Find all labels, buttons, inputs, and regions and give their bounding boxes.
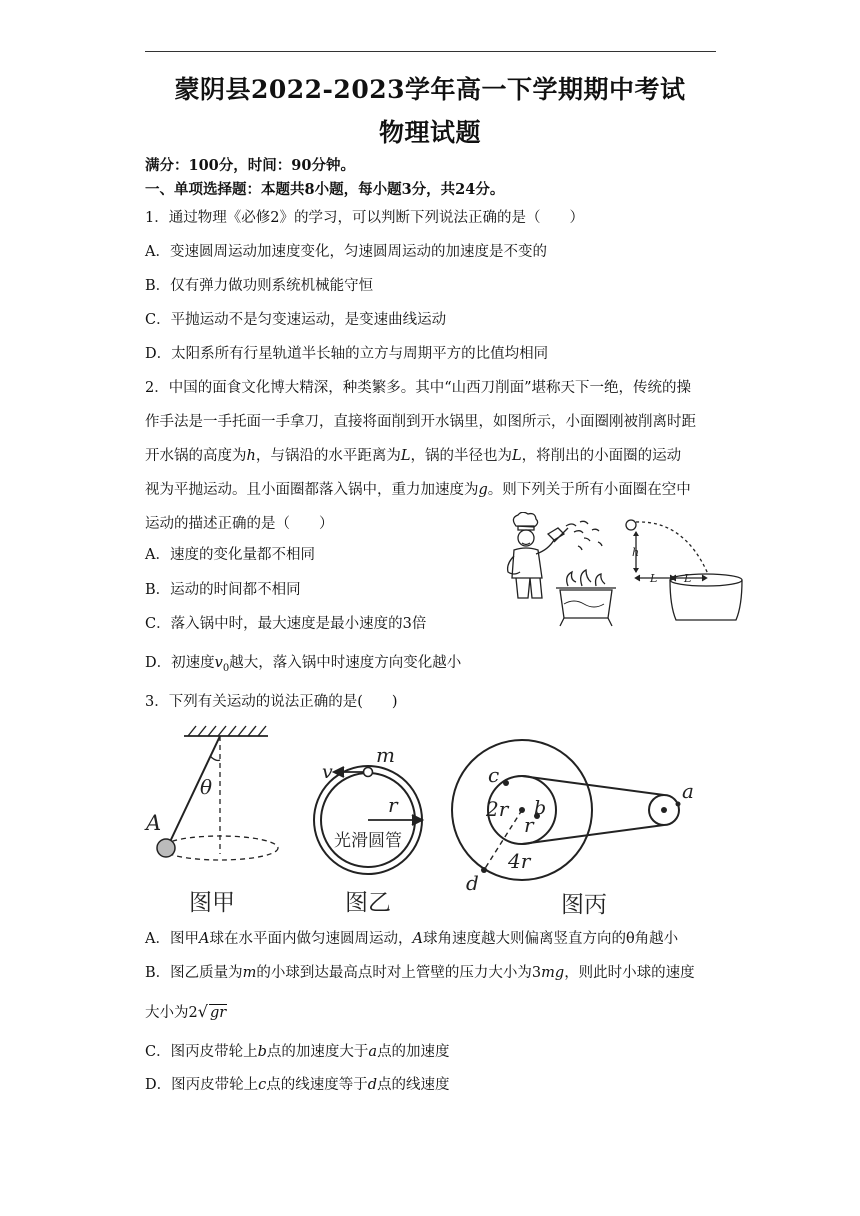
text: D．图丙皮带轮上 (145, 1077, 259, 1093)
label-theta: θ (200, 775, 213, 799)
text: C．图丙皮带轮上 (145, 1044, 258, 1060)
text: 越大，落入锅中时速度方向变化越小 (229, 655, 462, 671)
exam-info: 满分：100分，时间：90分钟。 (145, 157, 355, 174)
sqrt-content: gr (209, 1005, 227, 1021)
label-a: a (682, 779, 694, 803)
var-mg: mg (541, 965, 565, 981)
label-2r: 2r (486, 797, 509, 821)
text: ，锅的半径也为 (410, 448, 512, 464)
q3-option-b (145, 963, 695, 983)
q2-geometry-figure (622, 516, 746, 626)
label-c: c (488, 763, 500, 787)
text: 点的加速度 (377, 1044, 450, 1060)
text: 的小球到达最高点时对上管壁的压力大小为3 (256, 965, 542, 981)
label-A: A (146, 811, 162, 835)
text: 球角速度越大则偏离竖直方向的θ角越小 (422, 931, 679, 947)
q3-option-b-cont (145, 1002, 227, 1023)
var-L: L (511, 448, 522, 464)
text: 开水锅的高度为 (145, 448, 247, 464)
caption-yi: 图乙 (345, 890, 391, 916)
text: A．图甲 (145, 931, 199, 947)
label-d: d (466, 871, 479, 895)
label-L2: L (684, 572, 692, 585)
q3-option-a (145, 929, 678, 949)
var-A: A (412, 931, 423, 947)
q2-stem-line4 (145, 480, 691, 500)
ball-A (157, 839, 175, 857)
q3-option-d (145, 1075, 450, 1095)
text: 大小为2 (145, 1005, 198, 1021)
caption-bing: 图丙 (561, 892, 607, 918)
figure-yi-circular-tube (300, 742, 430, 922)
var-b: b (257, 1044, 267, 1060)
var-a: a (368, 1044, 378, 1060)
q1-option-c: C．平抛运动不是匀变速运动，是变速曲线运动 (145, 312, 447, 328)
figure-jia-conical-pendulum (140, 722, 280, 922)
text: 点的线速度等于 (266, 1077, 368, 1093)
q2-stem-line2: 作手法是一手托面一手拿刀，直接将面削到开水锅里，如图所示，小面圈刚被削离时距 (145, 414, 696, 430)
text: ，与锅沿的水平距离为 (255, 448, 401, 464)
q1-stem: 1．通过物理《必修2》的学习，可以判断下列说法正确的是（ ） (145, 210, 584, 226)
q2-stem-line5: 运动的描述正确的是（ ） (145, 516, 334, 532)
figure-bing-belt-pulleys (448, 730, 708, 922)
q1-option-a: A．变速圆周运动加速度变化，匀速圆周运动的加速度是不变的 (145, 244, 547, 260)
text: ，将削出的小面圈的运动 (521, 448, 682, 464)
text: 球在水平面内做匀速圆周运动， (209, 931, 413, 947)
label-r: r (388, 793, 398, 817)
var-g: g (478, 482, 488, 498)
label-b: b (534, 797, 547, 819)
var-c: c (258, 1077, 267, 1093)
exam-subject: 物理试题 (378, 118, 481, 147)
point-c (503, 780, 509, 786)
var-v: v (214, 655, 223, 671)
label-L1: L (650, 572, 658, 585)
var-d: d (367, 1077, 378, 1093)
ball-m (364, 768, 373, 777)
sqrt-symbol: √ (197, 1002, 208, 1021)
label-4r: 4r (508, 849, 531, 873)
text: ，则此时小球的速度 (564, 965, 695, 981)
pulley-center (661, 807, 667, 813)
var-L: L (400, 448, 411, 464)
point-a (676, 802, 681, 807)
text: B．图乙质量为 (145, 965, 243, 981)
var-A: A (198, 931, 210, 947)
q1-option-d: D．太阳系所有行星轨道半长轴的立方与周期平方的比值均相同 (145, 346, 549, 362)
text: 。则下列关于所有小面圈在空中 (487, 482, 691, 498)
q2-option-b: B．运动的时间都不相同 (145, 582, 301, 598)
label-m: m (376, 743, 395, 767)
label-smooth-tube: 光滑圆管 (334, 831, 402, 851)
q3-option-c (145, 1042, 450, 1062)
q2-option-d (145, 653, 461, 679)
text: 视为平抛运动。且小面圈都落入锅中，重力加速度为 (145, 482, 479, 498)
chef-illustration (494, 512, 624, 628)
q1-option-b: B．仅有弹力做功则系统机械能守恒 (145, 278, 374, 294)
text: 点的线速度 (377, 1077, 450, 1093)
subscript: 0 (222, 662, 230, 674)
section-heading: 一、单项选择题：本题共8小题，每小题3分，共24分。 (145, 181, 505, 198)
text: D．初速度 (145, 655, 215, 671)
q2-option-a: A．速度的变化量都不相同 (145, 547, 315, 563)
exam-title: 蒙阴县2022-2023学年高一下学期期中考试 (174, 75, 686, 104)
q2-option-c: C．落入锅中时，最大速度是最小速度的3倍 (145, 616, 427, 632)
var-h: h (246, 448, 256, 464)
q2-stem-line3 (145, 446, 681, 466)
noodle-circle (626, 520, 636, 530)
label-h: h (632, 546, 640, 559)
var-m: m (242, 965, 257, 981)
label-v: v (322, 761, 333, 783)
header-rule (145, 51, 716, 52)
label-r: r (524, 813, 534, 837)
text: 点的加速度大于 (266, 1044, 369, 1060)
q3-stem: 3．下列有关运动的说法正确的是( ) (145, 694, 398, 710)
chef-hat-icon (513, 512, 537, 527)
point-d (481, 867, 487, 873)
caption-jia: 图甲 (189, 890, 235, 916)
q2-stem-line1: 2．中国的面食文化博大精深，种类繁多。其中“山西刀削面”堪称天下一绝，传统的操 (145, 380, 692, 396)
